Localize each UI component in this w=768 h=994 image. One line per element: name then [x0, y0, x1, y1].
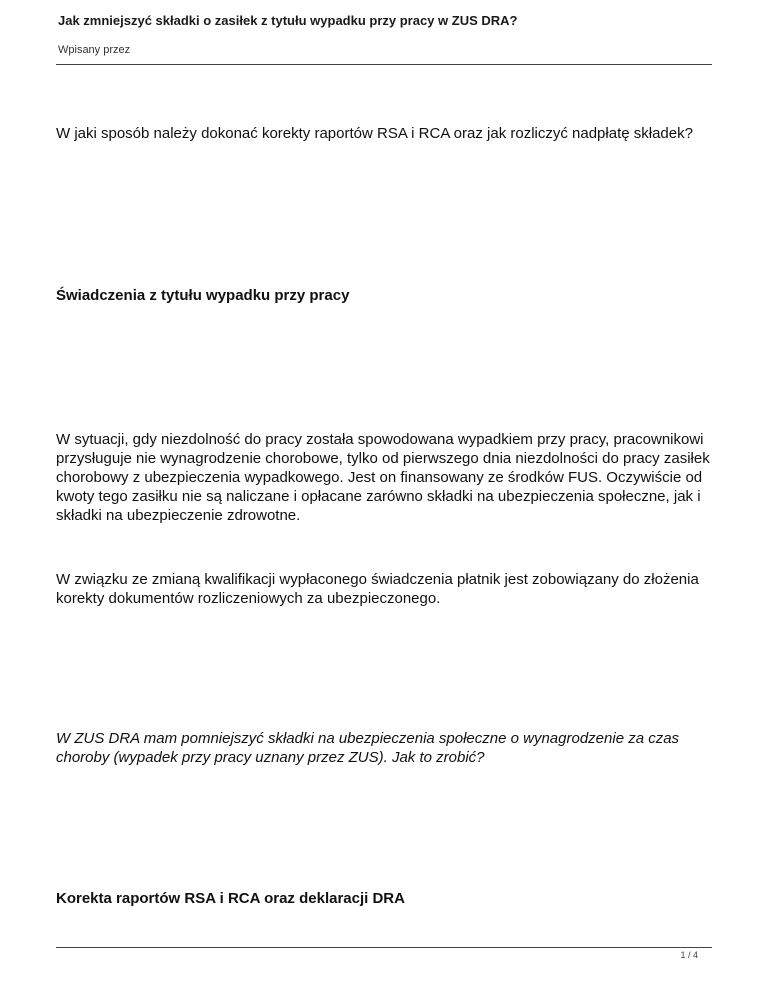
header-divider [56, 64, 712, 65]
heading-benefits: Świadczenia z tytułu wypadku przy pracy [56, 287, 350, 304]
page-number: 1 / 4 [680, 950, 698, 960]
reader-question: W ZUS DRA mam pomniejszyć składki na ubezpieczenia społeczne o wynagrodzenie za czas choroby (wypadek przy pracy uznany przez ZUS). Jak to zrobić? [56, 730, 680, 766]
author-line: Wpisany przez [58, 44, 131, 56]
paragraph-correction-obligation: W związku ze zmianą kwalifikacji wypłaconego świadczenia płatnik jest zobowiązany do złożenia korekty dokumentów rozliczeniowych za ubezpieczonego. [56, 571, 699, 607]
paragraph-sickness-benefit: W sytuacji, gdy niezdolność do pracy została spowodowana wypadkiem przy pracy, pracownikowi przysługuje nie wynagrodzenie chorobowe, tylko od pierwszego dnia niezdolności do pracy zasiłek chorobowy z ubezpieczenia wypadkowego. Jest on finansowany ze środków FUS. Oczywiście od kwoty tego zasiłku nie są naliczane i opłacane zarówno składki na ubezpieczenia społeczne, jak i składki na ubezpieczenie zdrowotne. [56, 431, 710, 524]
page-title: Jak zmniejszyć składki o zasiłek z tytułu wypadku przy pracy w ZUS DRA? [58, 13, 518, 28]
intro-question: W jaki sposób należy dokonać korekty raportów RSA i RCA oraz jak rozliczyć nadpłatę składek? [56, 125, 693, 142]
heading-correction: Korekta raportów RSA i RCA oraz deklaracji DRA [56, 890, 405, 907]
footer-divider [56, 947, 712, 948]
